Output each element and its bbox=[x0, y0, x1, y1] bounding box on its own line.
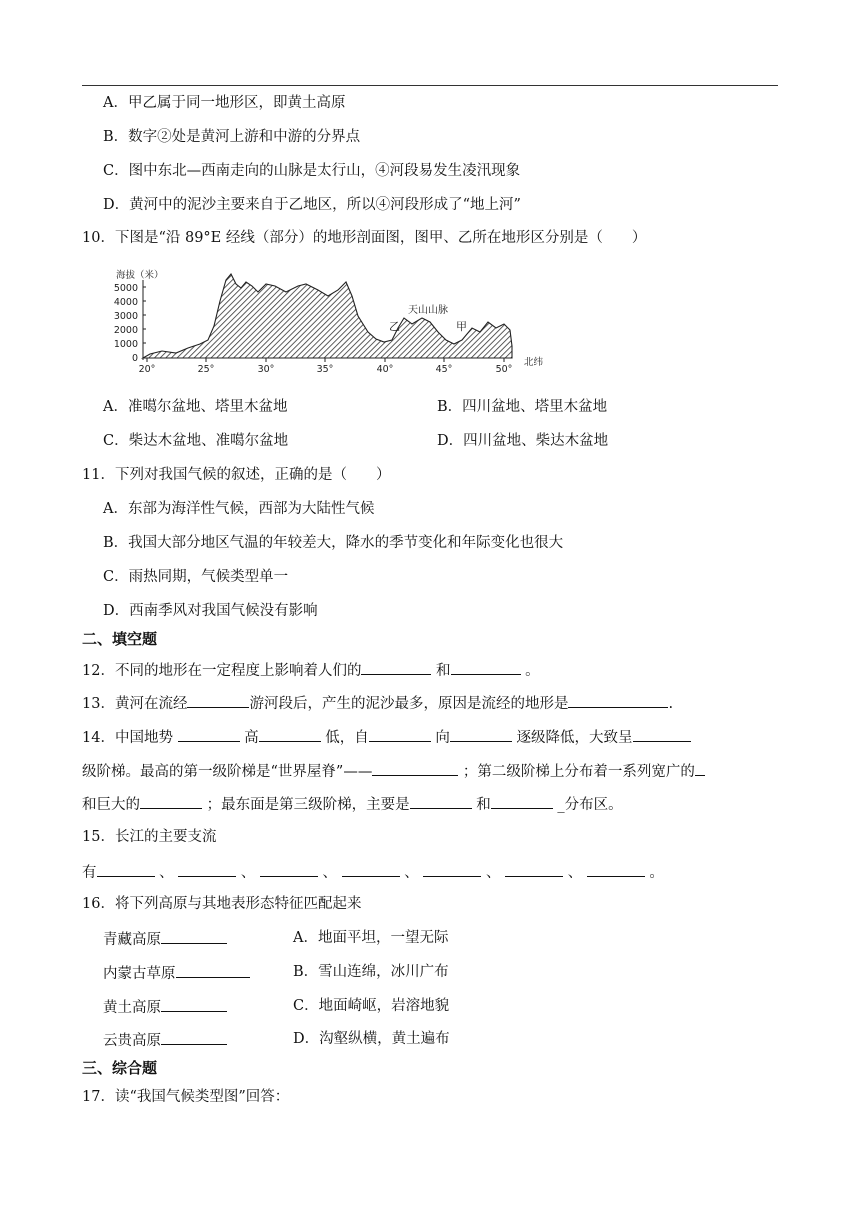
q12-text-a: 12．不同的地形在一定程度上影响着人们的 bbox=[82, 663, 362, 679]
q9-option-c[interactable]: C．图中东北—西南走向的山脉是太行山，④河段易发生凌汛现象 bbox=[103, 163, 521, 179]
q16-left-4-label: 云贵高原 bbox=[103, 1033, 161, 1049]
q16-right-d: D．沟壑纵横，黄土遍布 bbox=[293, 1031, 450, 1047]
q17-stem: 17．读“我国气候类型图”回答： bbox=[82, 1089, 290, 1105]
q13-blank-2[interactable] bbox=[568, 692, 668, 708]
q16-blank-1[interactable] bbox=[161, 928, 227, 944]
x-tick-35: 35° bbox=[316, 364, 334, 375]
q16-left-3 bbox=[103, 996, 227, 1018]
q14-blank-3[interactable] bbox=[369, 726, 431, 742]
q13-text-b: 游河段后，产生的泥沙最多，原因是流经的地形是 bbox=[249, 696, 569, 712]
q14-line-2 bbox=[82, 760, 705, 782]
q16-blank-4[interactable] bbox=[161, 1029, 227, 1045]
header-rule bbox=[82, 85, 778, 86]
q9-option-a[interactable]: A．甲乙属于同一地形区，即黄土高原 bbox=[103, 95, 346, 111]
q15-sep-5: 、 bbox=[485, 865, 501, 881]
q14-text-3c: 和 bbox=[471, 797, 491, 813]
q9-option-d[interactable]: D．黄河中的泥沙主要来自于乙地区，所以④河段形成了“地上河” bbox=[103, 197, 521, 213]
q15-blank-6[interactable] bbox=[505, 861, 563, 877]
q14-blank-4[interactable] bbox=[450, 726, 512, 742]
q14-line-1 bbox=[82, 726, 691, 748]
q14-text-1d: 向 bbox=[430, 730, 450, 746]
q16-right-c: C．地面崎岖，岩溶地貌 bbox=[293, 998, 450, 1014]
q15-sep-1: 、 bbox=[159, 865, 174, 881]
q15-sep-4: 、 bbox=[404, 865, 419, 881]
q16-right-b: B．雪山连绵，冰川广布 bbox=[293, 964, 449, 980]
x-tick-30: 30° bbox=[257, 364, 275, 375]
q14-text-2b: ；第二级阶梯上分布着一系列宽广的 bbox=[458, 764, 695, 780]
q14-text-1e: 逐级降低，大致呈 bbox=[511, 730, 633, 746]
x-tick-20: 20° bbox=[138, 364, 156, 375]
q11-option-b[interactable]: B．我国大部分地区气温的年较差大，降水的季节变化和年际变化也很大 bbox=[103, 535, 564, 551]
q10-option-c[interactable]: C．柴达木盆地、准噶尔盆地 bbox=[103, 433, 289, 449]
q11-option-c[interactable]: C．雨热同期，气候类型单一 bbox=[103, 569, 289, 585]
q15-line bbox=[82, 861, 664, 883]
section-heading-comprehensive: 三、综合题 bbox=[82, 1059, 158, 1077]
q15-sep-2: 、 bbox=[240, 865, 256, 881]
q10-option-d[interactable]: D．四川盆地、柴达木盆地 bbox=[437, 433, 609, 449]
q9-option-b[interactable]: B．数字②处是黄河上游和中游的分界点 bbox=[103, 129, 361, 145]
q12-text-b: 和 bbox=[431, 663, 451, 679]
q14-blank-6[interactable] bbox=[372, 760, 458, 776]
q12-line bbox=[82, 659, 540, 681]
x-tick-25: 25° bbox=[197, 364, 215, 375]
q14-blank-10[interactable] bbox=[491, 793, 553, 809]
q10-option-b[interactable]: B．四川盆地、塔里木盆地 bbox=[437, 399, 608, 415]
q14-blank-5[interactable] bbox=[633, 726, 691, 742]
q16-left-2-label: 内蒙古草原 bbox=[103, 966, 176, 982]
label-jia: 甲 bbox=[456, 320, 467, 333]
q15-lead: 有 bbox=[82, 865, 97, 881]
q12-blank-1[interactable] bbox=[361, 659, 431, 675]
q11-option-a[interactable]: A．东部为海洋性气候，西部为大陆性气候 bbox=[103, 501, 375, 517]
q15-blank-7[interactable] bbox=[587, 861, 645, 877]
q16-left-2 bbox=[103, 962, 250, 984]
y-tick-1000: 1000 bbox=[113, 339, 138, 350]
q10-option-a[interactable]: A．准噶尔盆地、塔里木盆地 bbox=[103, 399, 288, 415]
q15-blank-5[interactable] bbox=[423, 861, 481, 877]
q16-left-4 bbox=[103, 1029, 227, 1051]
label-tianshan: 天山山脉 bbox=[408, 305, 448, 316]
y-tick-4000: 4000 bbox=[113, 297, 138, 308]
q15-stem: 15．长江的主要支流 bbox=[82, 829, 217, 845]
q14-blank-8[interactable] bbox=[140, 793, 202, 809]
q11-option-d[interactable]: D．西南季风对我国气候没有影响 bbox=[103, 603, 318, 619]
q13-text-c: . bbox=[668, 696, 674, 712]
y-tick-3000: 3000 bbox=[113, 311, 138, 322]
x-axis-title: 北纬 bbox=[524, 357, 544, 368]
q14-blank-1[interactable] bbox=[178, 726, 240, 742]
q15-blank-1[interactable] bbox=[97, 861, 155, 877]
q14-blank-7[interactable] bbox=[695, 760, 705, 776]
terrain-profile-figure bbox=[110, 266, 562, 382]
q14-text-1c: 低，自 bbox=[320, 730, 369, 746]
q15-blank-4[interactable] bbox=[342, 861, 400, 877]
terrain-profile bbox=[143, 274, 512, 358]
q16-blank-3[interactable] bbox=[161, 996, 227, 1012]
q14-blank-9[interactable] bbox=[410, 793, 472, 809]
q12-text-c: 。 bbox=[520, 663, 540, 679]
q13-line bbox=[82, 692, 673, 714]
q16-stem: 16．将下列高原与其地表形态特征匹配起来 bbox=[82, 896, 362, 912]
q10-stem: 10．下图是“沿 89°E 经线（部分）的地形剖面图，图甲、乙所在地形区分别是（ ） bbox=[82, 230, 647, 246]
q13-text-a: 13．黄河在流经 bbox=[82, 696, 188, 712]
q15-blank-3[interactable] bbox=[260, 861, 318, 877]
q15-sep-6: 、 bbox=[567, 865, 583, 881]
q16-blank-2[interactable] bbox=[176, 962, 250, 978]
q14-text-3b: ；最东面是第三级阶梯，主要是 bbox=[202, 797, 410, 813]
q16-left-3-label: 黄土高原 bbox=[103, 1000, 161, 1016]
y-tick-2000: 2000 bbox=[113, 325, 138, 336]
y-tick-5000: 5000 bbox=[113, 283, 138, 294]
q14-text-2a: 级阶梯。最高的第一级阶梯是“世界屋脊”—— bbox=[82, 764, 373, 780]
q13-blank-1[interactable] bbox=[187, 692, 249, 708]
y-axis-title: 海拔（米） bbox=[116, 270, 164, 281]
q14-text-3a: 和巨大的 bbox=[82, 797, 140, 813]
q14-blank-2[interactable] bbox=[259, 726, 321, 742]
label-yi: 乙 bbox=[389, 320, 400, 333]
q14-line-3 bbox=[82, 793, 623, 815]
q16-left-1 bbox=[103, 928, 227, 950]
q11-stem: 11．下列对我国气候的叙述，正确的是（ ） bbox=[82, 467, 391, 483]
x-tick-45: 45° bbox=[435, 364, 453, 375]
q15-blank-2[interactable] bbox=[178, 861, 236, 877]
q15-sep-3: 、 bbox=[322, 865, 338, 881]
q14-text-1a: 14．中国地势 bbox=[82, 730, 178, 746]
y-tick-0: 0 bbox=[131, 353, 138, 364]
q16-right-a: A．地面平坦，一望无际 bbox=[293, 930, 449, 946]
q14-text-3d: _分布区。 bbox=[552, 797, 623, 813]
q12-blank-2[interactable] bbox=[451, 659, 521, 675]
section-heading-fill-blank: 二、填空题 bbox=[82, 630, 158, 648]
q15-end: 。 bbox=[649, 865, 664, 881]
q14-text-1b: 高 bbox=[239, 730, 259, 746]
q16-left-1-label: 青藏高原 bbox=[103, 932, 161, 948]
x-tick-40: 40° bbox=[376, 364, 394, 375]
x-tick-50: 50° bbox=[495, 364, 513, 375]
